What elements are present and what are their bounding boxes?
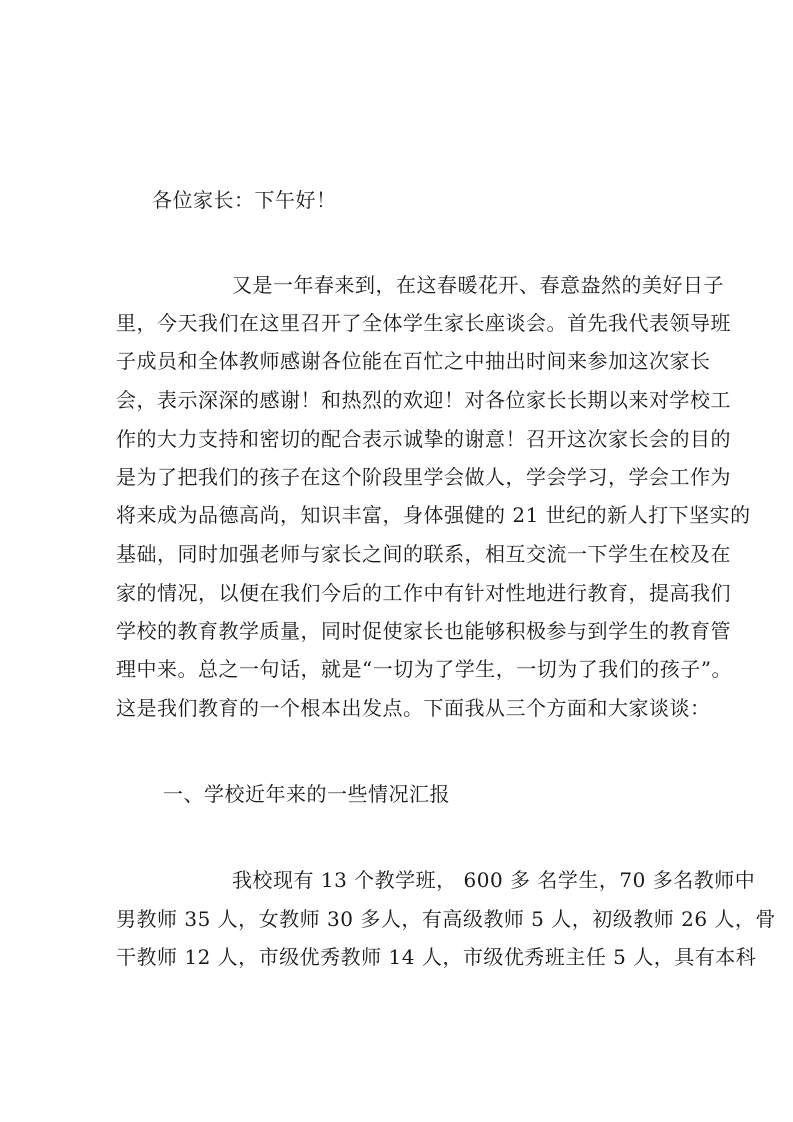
paragraph-line: 学校的教育教学质量，同时促使家长也能够积极参与到学生的教育管 (116, 619, 731, 643)
paragraph-line: 我校现有 13 个教学班， 600 多 名学生，70 多名教师中 (232, 868, 756, 892)
paragraph-line: 子成员和全体教师感谢各位能在百忙之中抽出时间来参加这次家长 (116, 349, 711, 373)
paragraph-line: 基础，同时加强老师与家长之间的联系，相互交流一下学生在校及在 (116, 542, 731, 566)
paragraph-line: 是为了把我们的孩子在这个阶段里学会做人，学会学习，学会工作为 (116, 465, 731, 489)
paragraph-line: 会，表示深深的感谢！和热烈的欢迎！对各位家长长期以来对学校工 (116, 388, 731, 412)
section-heading: 一、学校近年来的一些情况汇报 (163, 782, 450, 806)
paragraph-line: 干教师 12 人，市级优秀教师 14 人，市级优秀班主任 5 人，具有本科 (116, 945, 757, 969)
paragraph-line: 家的情况，以便在我们今后的工作中有针对性地进行教育，提高我们 (116, 581, 731, 605)
paragraph-line: 这是我们教育的一个根本出发点。下面我从三个方面和大家谈谈： (116, 696, 711, 720)
paragraph-line: 又是一年春来到，在这春暖花开、春意盎然的美好日子 (232, 273, 724, 297)
paragraph-line: 理中来。总之一句话，就是“一切为了学生，一切为了我们的孩子”。 (116, 657, 732, 681)
greeting: 各位家长：下午好！ (152, 188, 337, 212)
paragraph-line: 作的大力支持和密切的配合表示诚挚的谢意！召开这次家长会的目的 (116, 427, 731, 451)
paragraph-line: 里，今天我们在这里召开了全体学生家长座谈会。首先我代表领导班 (116, 311, 731, 335)
paragraph-line: 将来成为品德高尚，知识丰富，身体强健的 21 世纪的新人打下坚实的 (116, 503, 751, 527)
paragraph-line: 男教师 35 人，女教师 30 多人，有高级教师 5 人，初级教师 26 人，骨 (116, 907, 776, 931)
